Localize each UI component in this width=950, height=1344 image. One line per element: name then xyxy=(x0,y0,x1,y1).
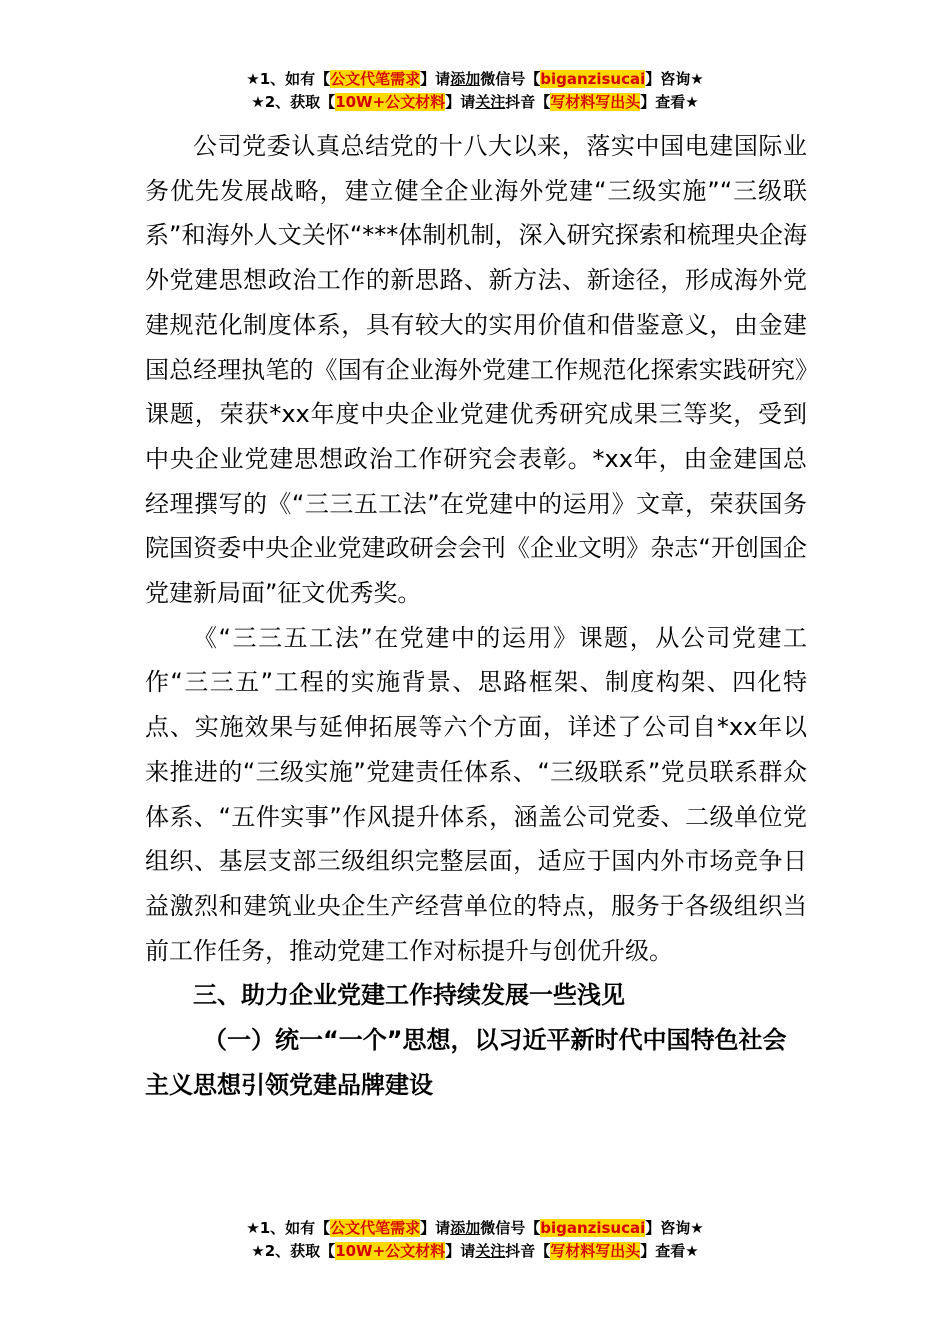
highlight-text: 写材料写出头 xyxy=(550,1242,641,1260)
banner-text: ★1、如有【 xyxy=(246,70,331,88)
banner-text: 】请 xyxy=(445,1242,476,1260)
section-heading: 三、助力企业党建工作持续发展一些浅见 xyxy=(193,981,625,1010)
banner-line-1 xyxy=(0,1217,950,1240)
banner-text: 】请 xyxy=(445,93,476,111)
highlight-text: 10W+公文材料 xyxy=(335,1242,446,1260)
banner-text: 】请 xyxy=(420,70,451,88)
paragraph-1: 公司党委认真总结党的十八大以来，落实中国电建国际业务优先发展战略，建立健全企业海外党建“三级实施”“三级联系”和海外人文关怀“***体制机制，深入研究探索和梳理央企海外党建思想政治工作的新思路、新方法、新途径，形成海外党建规范化制度体系，具有较大的实用价值和借鉴意义，由金建国总经理执笔的《国有企业海外党建工作规范化探索实践研究》课题，荣获*xx年度中央企业党建优秀研究成果三等奖，受到中央企业党建思想政治工作研究会表彰。*xx年，由金建国总经理撰写的《“三三五工法”在党建中的运用》文章，荣获国务院国资委中央企业党建政研会会刊《企业文明》杂志“开创国企党建新局面”征文优秀奖。 xyxy=(145,132,807,608)
banner-line-1 xyxy=(0,68,950,91)
banner-text: ★2、获取【 xyxy=(251,93,336,111)
underlined-text: 添加 xyxy=(450,70,481,88)
underlined-text: 关注 xyxy=(475,1242,506,1260)
banner-text: 微信号【 xyxy=(480,1219,541,1237)
underlined-text: 添加 xyxy=(450,1219,481,1237)
highlight-text: 公文代笔需求 xyxy=(330,70,421,88)
banner-text: 】查看★ xyxy=(640,1242,699,1260)
underlined-text: 关注 xyxy=(475,93,506,111)
subsection-heading: （一）统一“一个”思想，以习近平新时代中国特色社会主义思想引领党建品牌建设 xyxy=(145,1026,787,1099)
highlight-text: 写材料写出头 xyxy=(550,93,641,111)
banner-line-2 xyxy=(0,1240,950,1263)
banner-text: ★1、如有【 xyxy=(246,1219,331,1237)
paragraph-2: 《“三三五工法”在党建中的运用》课题，从公司党建工作“三三五”工程的实施背景、思路框架、制度构架、四化特点、实施效果与延伸拓展等六个方面，详述了公司自*xx年以来推进的“三级实施”党建责任体系、“三级联系”党员联系群众体系、“五件实事”作风提升体系，涵盖公司党委、二级单位党组织、基层支部三级组织完整层面，适应于国内外市场竞争日益激烈和建筑业央企生产经营单位的特点，服务于各级组织当前工作任务，推动党建工作对标提升与创优升级。 xyxy=(145,623,807,965)
highlight-text: 公文代笔需求 xyxy=(330,1219,421,1237)
highlight-text: biganzisucai xyxy=(540,1219,646,1237)
highlight-text: biganzisucai xyxy=(540,70,646,88)
banner-line-2 xyxy=(0,91,950,114)
banner-text: 抖音【 xyxy=(505,93,551,111)
banner-text: 】咨询★ xyxy=(645,70,704,88)
banner-text: 抖音【 xyxy=(505,1242,551,1260)
header-banner xyxy=(0,68,950,114)
document-body xyxy=(145,124,807,1107)
banner-text: ★2、获取【 xyxy=(251,1242,336,1260)
banner-text: 】查看★ xyxy=(640,93,699,111)
footer-banner xyxy=(0,1217,950,1263)
highlight-text: 10W+公文材料 xyxy=(335,93,446,111)
banner-text: 微信号【 xyxy=(480,70,541,88)
banner-text: 】咨询★ xyxy=(645,1219,704,1237)
banner-text: 】请 xyxy=(420,1219,451,1237)
